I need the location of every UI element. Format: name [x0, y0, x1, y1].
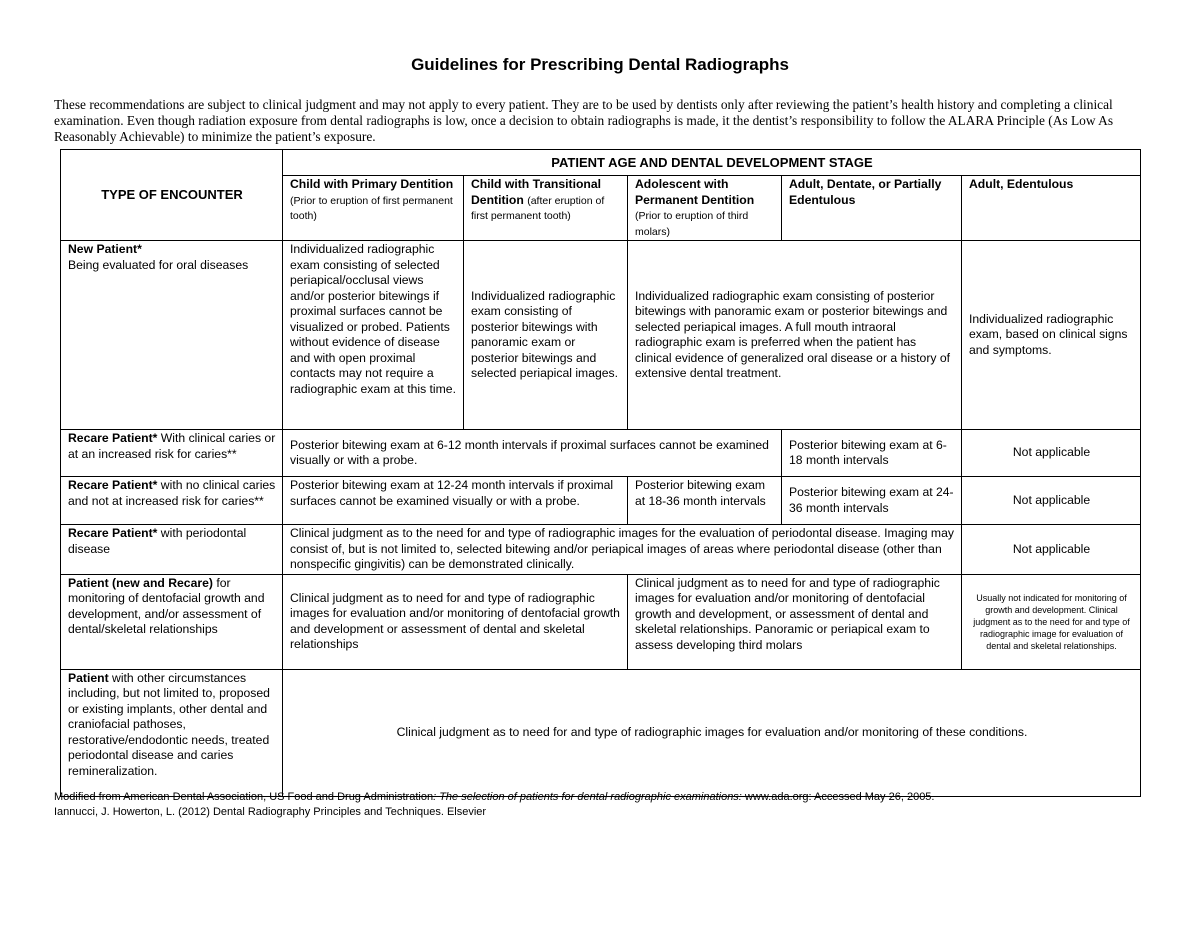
- cell-new-adolescent-adult: Individualized radiographic exam consisting of posterior bitewings with panoramic exam or posterior bitewings and selected periapical images. A full mouth intraoral radiographic exam is preferred when the patient has clinical evidence of generalized oral disease or a history of extensive dental treatment.: [628, 241, 962, 430]
- row-label: Recare Patient*: [68, 478, 158, 492]
- row-label-cell: [61, 477, 283, 525]
- cell-recare-no-caries-adolescent: Posterior bitewing exam at 18-36 month intervals: [628, 477, 782, 525]
- cell-recare-no-caries-edentulous: Not applicable: [962, 477, 1141, 525]
- cell-recare-no-caries-children: Posterior bitewing exam at 12-24 month intervals if proximal surfaces cannot be examined visually or with a probe.: [283, 477, 628, 525]
- row-label-cell: [61, 525, 283, 575]
- table-row-new-patient: [61, 241, 1141, 430]
- column-title: Child with Transitional Dentition: [471, 177, 602, 207]
- cell-new-edentulous: Individualized radiographic exam, based on clinical signs and symptoms.: [962, 241, 1141, 430]
- reference-citation: Iannucci, J. Howerton, L. (2012) Dental Radiography Principles and Techniques. Elsevier: [54, 806, 487, 818]
- column-header-child-primary: [283, 176, 464, 241]
- intro-paragraph: These recommendations are subject to clinical judgment and may not apply to every patient. They are to be used by dentists only after reviewing the patient’s health history and completing a clinical examination. Even though radiation exposure from dental radiographs is low, once a decision to obtain radiographs is made, it the dentist’s responsibility to follow the ALARA Principle (As Low As Reasonably Achievable) to minimize the patient’s exposure.: [54, 97, 1114, 144]
- row-description: with other circumstances including, but not limited to, proposed or existing implants, other dental and craniofacial pathoses, restorative/endodontic needs, treated periodontal disease and caries remineralization.: [68, 670, 270, 778]
- row-label: Patient (new and Recare): [68, 575, 213, 590]
- row-description: With clinical caries or at an increased risk for caries**: [68, 431, 276, 461]
- stage-header: PATIENT AGE AND DENTAL DEVELOPMENT STAGE: [283, 150, 1141, 176]
- cell-recare-periodontal-edentulous: Not applicable: [962, 525, 1141, 575]
- column-header-adolescent: [628, 176, 782, 241]
- row-description: with periodontal disease: [68, 526, 247, 556]
- cell-new-child-primary: Individualized radiographic exam consisting of selected periapical/occlusal views and/or posterior bitewings if proximal surfaces cannot be visualized or probed. Patients without evidence of disease and with open proximal contacts may not require a radiographic exam at this time.: [283, 241, 464, 430]
- table-row-other-circumstances: [61, 669, 1141, 796]
- column-title: Adolescent with Permanent Dentition: [635, 177, 755, 207]
- column-note: (after eruption of first permanent tooth): [471, 194, 605, 222]
- column-title: Adult, Dentate, or Partially Edentulous: [789, 177, 942, 207]
- cell-growth-edentulous: Usually not indicated for monitoring of growth and development. Clinical judgment as to the need for and type of radiographic image for evaluation of dental and skeletal relationships.: [962, 574, 1141, 669]
- guidelines-table: [60, 149, 1141, 797]
- column-note: (Prior to eruption of first permanent tooth): [290, 194, 453, 222]
- row-label-cell: [61, 669, 283, 796]
- column-note: (Prior to eruption of third molars): [635, 210, 749, 238]
- cell-recare-increased-edentulous: Not applicable: [962, 430, 1141, 477]
- source-title: : The selection of patients for dental radiographic examinations:: [433, 791, 742, 803]
- row-label: Patient: [68, 670, 109, 685]
- cell-new-child-transitional: Individualized radiographic exam consisting of posterior bitewings with panoramic exam or posterior bitewings and selected periapical images.: [464, 241, 628, 430]
- cell-recare-no-caries-adult: Posterior bitewing exam at 24-36 month intervals: [782, 477, 962, 525]
- table-row-growth-development: [61, 574, 1141, 669]
- row-description: with no clinical caries and not at increased risk for caries**: [68, 478, 276, 508]
- source-citation: [54, 790, 1154, 805]
- row-label: Recare Patient*: [68, 431, 158, 445]
- column-header-adult-edentulous: [962, 176, 1141, 241]
- row-label: Recare Patient*: [68, 526, 158, 540]
- cell-growth-adolescent-adult: Clinical judgment as to need for and type of radiographic images for evaluation and/or monitoring of dentofacial growth and development, or assessment of dental and skeletal relationships. Panoramic or periapical exam to assess developing third molars: [628, 574, 962, 669]
- footer: [54, 790, 1154, 820]
- encounter-header: TYPE OF ENCOUNTER: [61, 150, 283, 241]
- table-row-recare-periodontal: [61, 525, 1141, 575]
- source-prefix: Modified from American Dental Association, US Food and Drug Administration: [54, 791, 434, 803]
- row-label: New Patient*: [68, 242, 142, 256]
- header-row-stage: [61, 150, 1141, 176]
- cell-recare-periodontal-dentate: Clinical judgment as to the need for and type of radiographic images for the evaluation of periodontal disease. Imaging may consist of, but is not limited to, selected bitewing and/or periapical images of areas where periodontal disease (other than nonspecific gingivitis) can be demonstrated clinically.: [283, 525, 962, 575]
- row-label-cell: [61, 574, 283, 669]
- column-title: Child with Primary Dentition: [290, 177, 454, 191]
- column-header-adult-dentate: [782, 176, 962, 241]
- column-title: Adult, Edentulous: [969, 177, 1074, 191]
- row-description: Being evaluated for oral diseases: [68, 257, 249, 272]
- cell-recare-increased-adult: Posterior bitewing exam at 6-18 month intervals: [782, 430, 962, 477]
- column-header-child-transitional: [464, 176, 628, 241]
- cell-other-all: Clinical judgment as to need for and type of radiographic images for evaluation and/or monitoring of these conditions.: [283, 669, 1141, 796]
- cell-recare-increased-children-adolescent: Posterior bitewing exam at 6-12 month intervals if proximal surfaces cannot be examined visually or with a probe.: [283, 430, 782, 477]
- page-title: Guidelines for Prescribing Dental Radiographs: [411, 55, 789, 74]
- table-row-recare-increased-risk: [61, 430, 1141, 477]
- row-label-cell: [61, 241, 283, 430]
- row-label-cell: [61, 430, 283, 477]
- table-row-recare-no-caries: [61, 477, 1141, 525]
- row-description: for monitoring of dentofacial growth and development, and/or assessment of dental/skeletal relationships: [68, 575, 265, 636]
- cell-growth-children: Clinical judgment as to need for and type of radiographic images for evaluation and/or monitoring of dentofacial growth and development or assessment of dental and skeletal relationships: [283, 574, 628, 669]
- source-suffix: www.ada.org: Accessed May 26, 2005.: [741, 791, 935, 803]
